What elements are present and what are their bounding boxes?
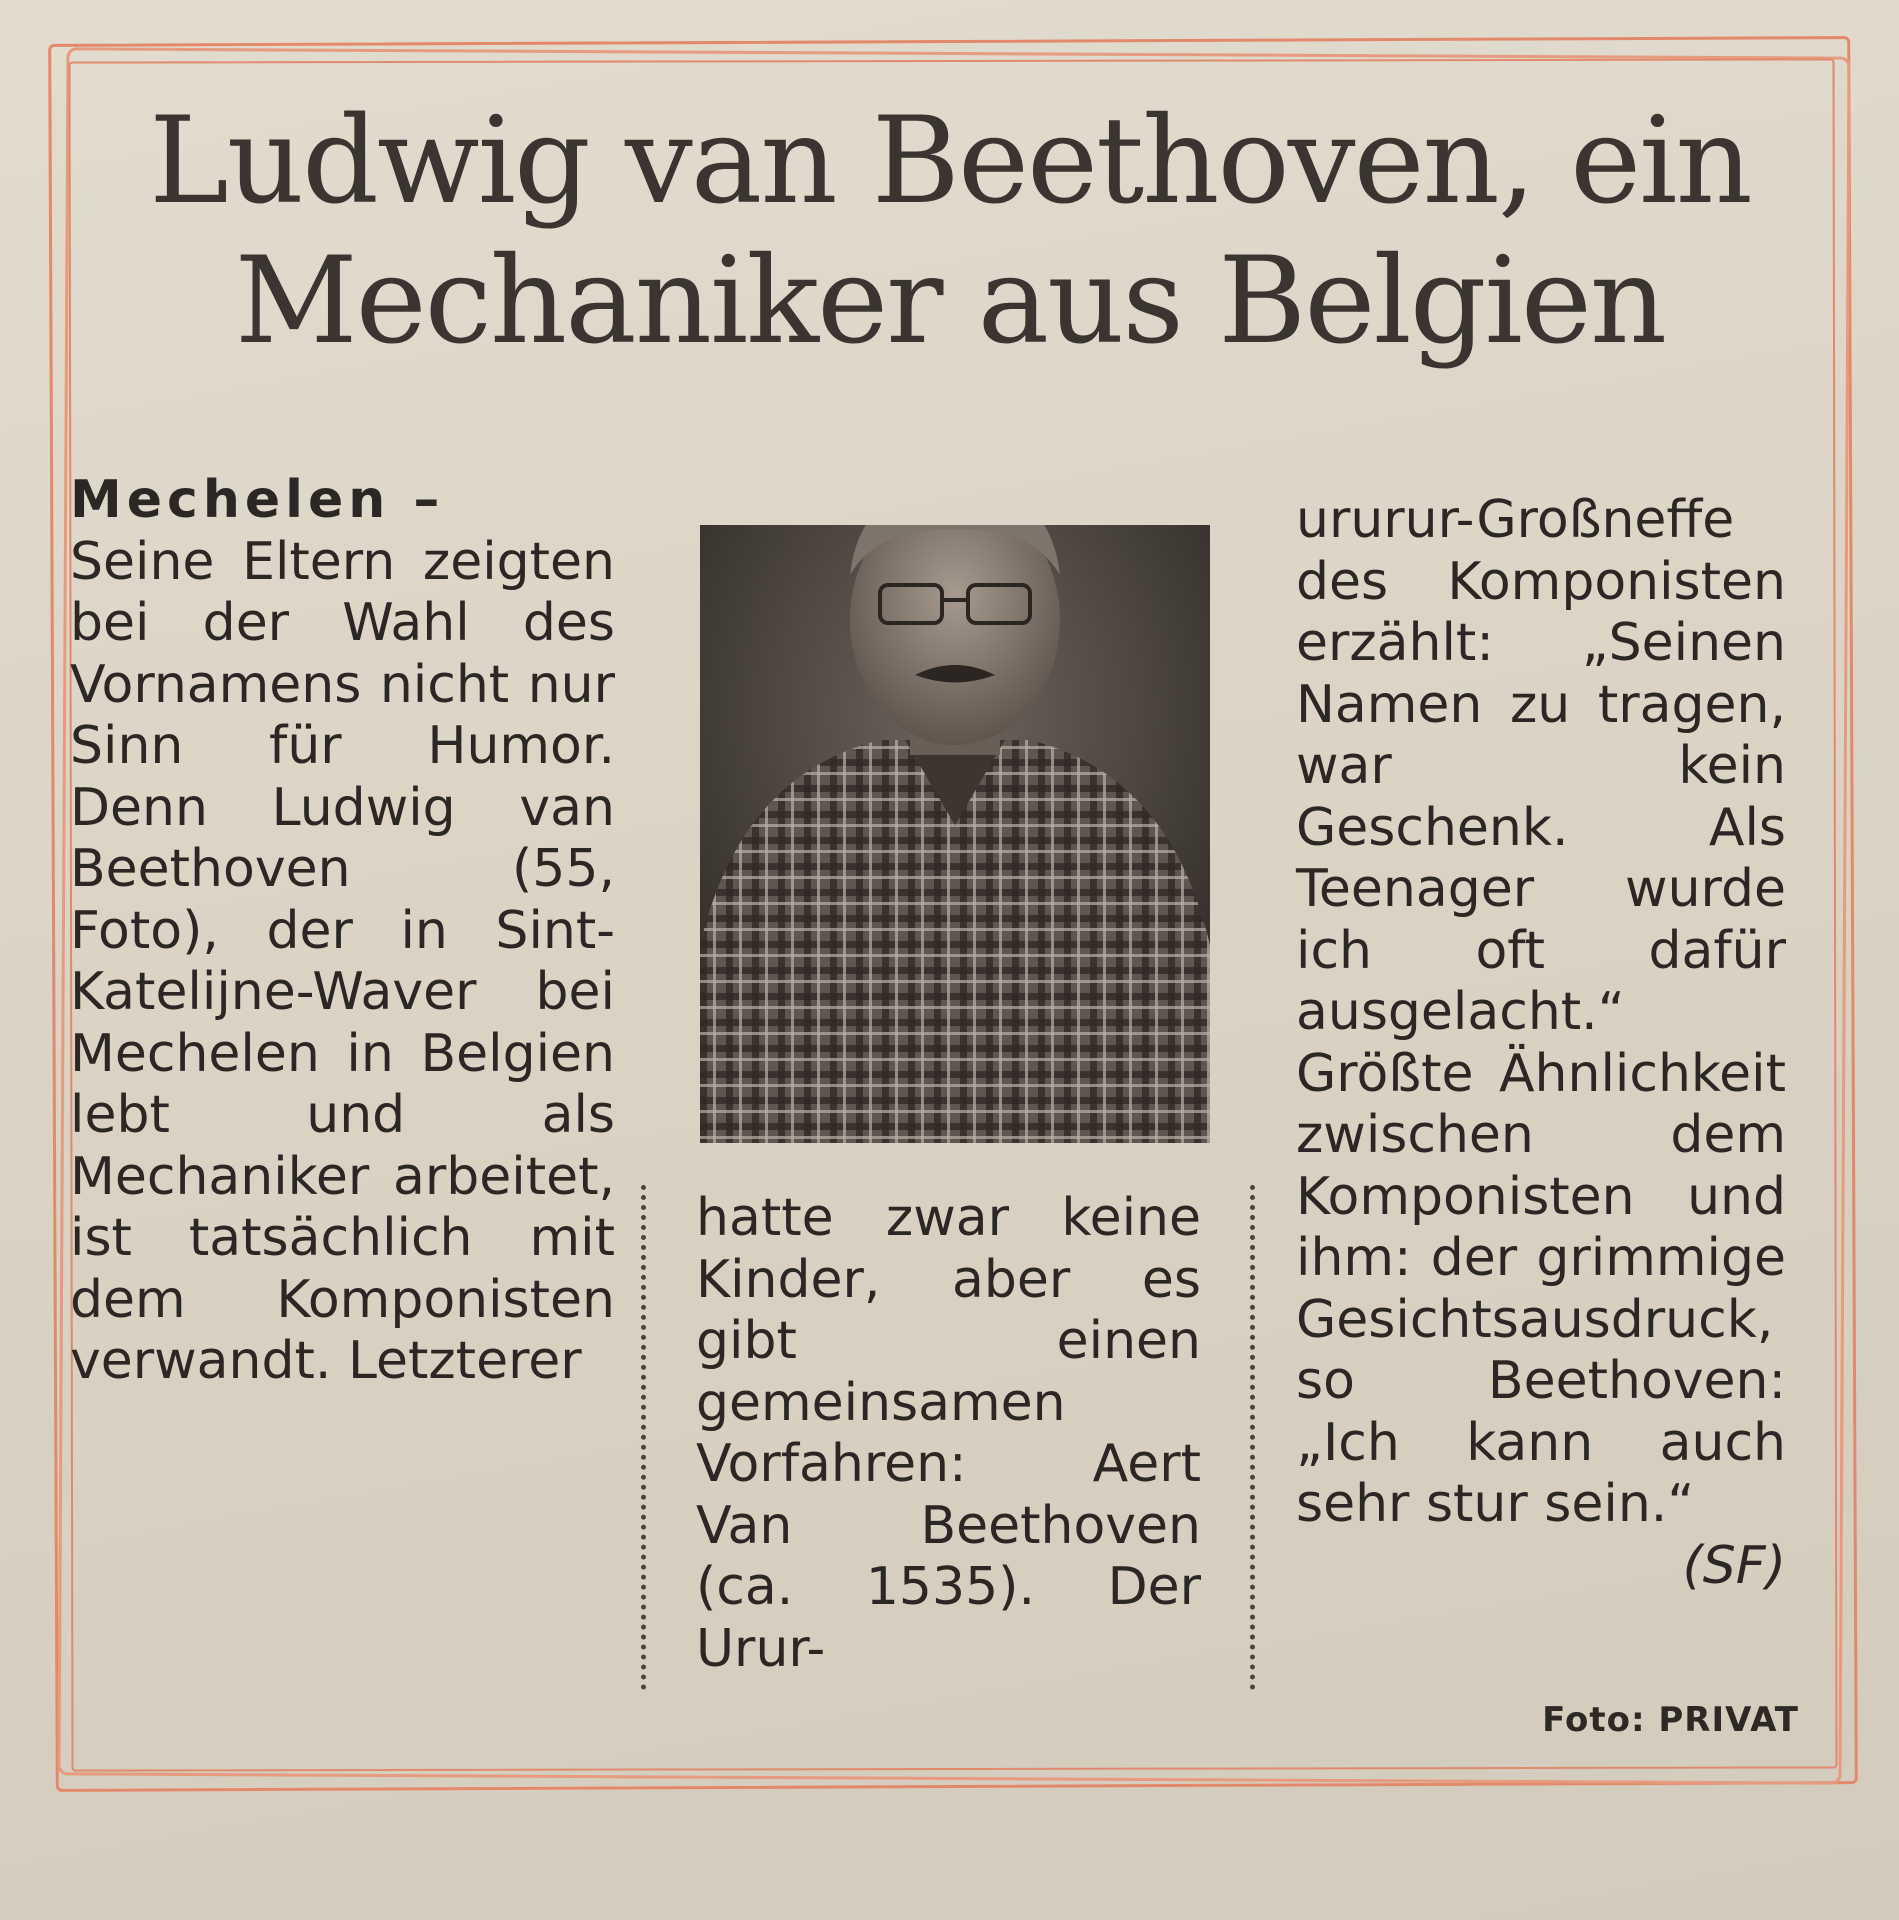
body-text-middle: hatte zwar keine Kinder, aber es gibt einen gemeinsamen Vorfahren: Aert Van Beethoven (ca. 1535). Der Urur-	[696, 1188, 1201, 1679]
portrait-photo	[700, 525, 1210, 1143]
article-column-middle	[696, 1188, 1201, 1680]
column-divider	[641, 1185, 646, 1690]
portrait-illustration	[700, 525, 1210, 1143]
author-signature: (SF)	[1682, 1535, 1786, 1596]
column-divider	[1250, 1185, 1255, 1690]
photo-credit: Foto: PRIVAT	[1542, 1700, 1799, 1740]
article-column-right	[1296, 490, 1786, 1597]
body-text-right-content: ururur-Großneffe des Komponisten erzählt: „Seinen Namen zu tragen, war kein Geschenk. Als Teenager wurde ich oft dafür ausgelacht.“ Größte Ähnlichkeit zwischen dem Komponisten und ihm: der grimmige Gesichtsausdruck, so Beethoven: „Ich kann auch sehr stur sein.“	[1296, 490, 1786, 1534]
body-text-right	[1296, 490, 1786, 1596]
body-text-left: Seine Eltern zeigten bei der Wahl des Vornamens nicht nur Sinn für Humor. Denn Ludwig van Beethoven (55, Foto), der in Sint-Katelijne-Waver bei Mechelen in Belgien lebt und als Mechaniker arbeitet, ist tatsächlich mit dem Komponisten verwandt. Letzterer	[70, 531, 615, 1391]
headline-line-1: Ludwig van Beethoven, ein	[149, 92, 1751, 231]
headline-line-2: Mechaniker aus Belgien	[234, 232, 1666, 371]
dateline: Mechelen –	[70, 470, 445, 530]
article-column-left	[70, 470, 615, 1393]
headline	[90, 92, 1810, 372]
